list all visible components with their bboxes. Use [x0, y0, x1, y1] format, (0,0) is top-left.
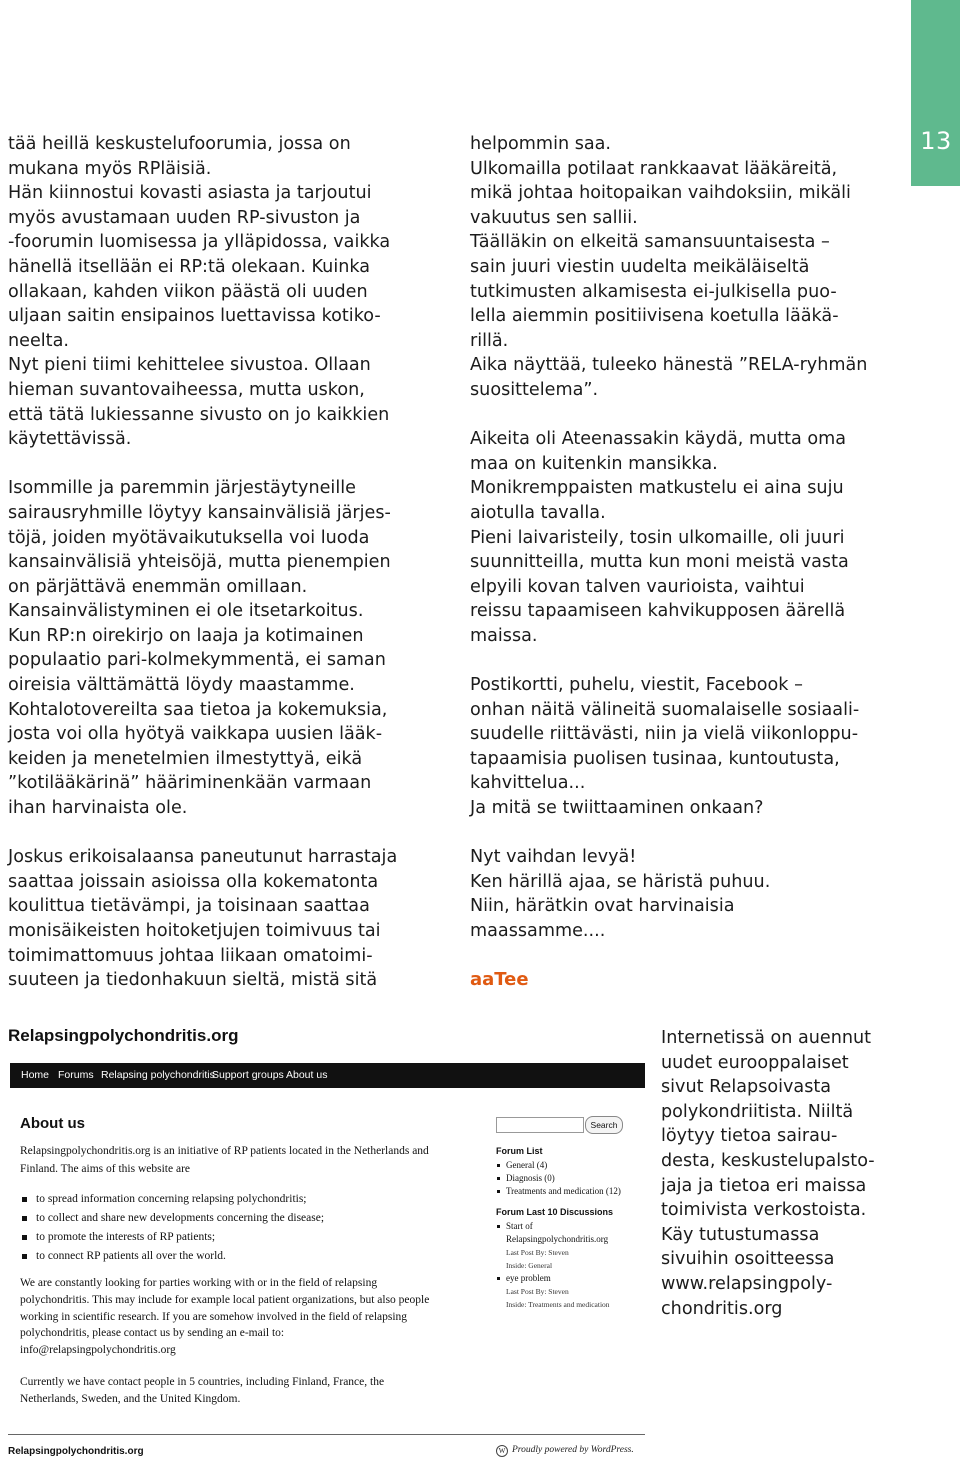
footer-divider — [8, 1434, 645, 1435]
forum-link-diagnosis[interactable]: Diagnosis (0) — [496, 1172, 621, 1185]
text-line: Täälläkin on elkeitä samansuuntaisesta – — [470, 232, 830, 253]
last-discussions-heading: Forum Last 10 Discussions — [496, 1207, 614, 1217]
text-line: Isommille ja paremmin järjestäytyneille — [8, 478, 356, 499]
text-line: Monikremppaisten matkustelu ei aina suju — [470, 478, 844, 499]
text-line: polychondritis, please contact us by sending an e-mail to: — [20, 1327, 285, 1340]
discussion-link[interactable]: Start of Relapsingpolychondritis.org — [496, 1220, 610, 1246]
text-line: maassamme.... — [470, 921, 606, 941]
text-line: että tätä lukiessanne sivusto on jo kaikkien — [8, 404, 390, 425]
wordpress-icon: W — [496, 1445, 508, 1457]
countries-paragraph — [20, 1374, 470, 1408]
text-line: desta, keskustelupalsto- — [661, 1150, 875, 1171]
column-right — [470, 132, 900, 993]
about-intro — [20, 1142, 470, 1178]
discussion-inside: Inside: General — [506, 1261, 553, 1270]
text-line: suuteen ja tiedonhakuun sieltä, mistä sitä — [8, 970, 378, 991]
text-line: sain juuri viestin uudelta meikäläiseltä — [470, 256, 810, 277]
text-line: myös avustamaan uuden RP-sivuston ja — [8, 207, 361, 228]
text-line: -foorumin luomisessa ja ylläpidossa, vaikka — [8, 232, 391, 253]
website-screenshot — [0, 1020, 648, 1463]
site-title[interactable]: Relapsingpolychondritis.org — [8, 1026, 239, 1045]
text-line: koulittua tietävämpi, ja toisinaan saattaa — [8, 896, 370, 917]
text-line: maa on kuitenkin mansikka. — [470, 453, 718, 474]
search-button[interactable]: Search — [585, 1116, 623, 1134]
text-line: Currently we have contact people in 5 countries, including Finland, France, the — [20, 1376, 385, 1388]
text-line: helpommin saa. — [470, 134, 612, 154]
text-line: Netherlands, Sweden, and the United Kingdom. — [20, 1392, 241, 1405]
text-line: Kohtalotovereilta saa tietoa ja kokemuksia, — [8, 699, 388, 720]
text-line: Nyt pieni tiimi kehittelee sivustoa. Ollaan — [8, 355, 371, 376]
forum-link-general[interactable]: General (4) — [496, 1159, 621, 1172]
text-line: sivuihin osoitteessa — [661, 1249, 835, 1270]
text-line: toimivista verkostoista. — [661, 1200, 867, 1221]
text-line: keiden ja menetelmien ilmestyttyä, eikä — [8, 748, 363, 769]
text-line: reissu tapaamiseen kahvikupposen äärellä — [470, 601, 846, 622]
text-line: kahvittelua... — [470, 773, 586, 794]
search-input[interactable] — [496, 1117, 584, 1133]
text-line: onhan näitä välineitä suomalaiselle sosiaali- — [470, 699, 860, 720]
text-line: chondritis.org — [661, 1298, 783, 1319]
text-line: löytyy tietoa sairau- — [661, 1126, 838, 1147]
text-line: uudet eurooppalaiset — [661, 1052, 849, 1073]
discussion-last-post: Last Post By: Steven — [506, 1248, 569, 1257]
text-line: Finland. The aims of this website are — [20, 1163, 191, 1175]
paragraph-2 — [470, 427, 900, 648]
text-line: mikä johtaa hoitopaikan vaihdoksiin, mikäli — [470, 183, 851, 204]
text-line: neelta. — [8, 330, 69, 351]
list-item: to promote the interests of RP patients; — [20, 1228, 470, 1247]
nav-about-us[interactable]: About us — [286, 1069, 328, 1081]
text-line: töjä, joiden myötävaikutuksella voi luoda — [8, 527, 370, 548]
text-line: toimimattomuus johtaa liikaan omatoimi- — [8, 945, 373, 966]
paragraph-3 — [470, 673, 900, 821]
text-line: tää heillä keskustelufoorumia, jossa on — [8, 134, 351, 154]
text-line: rillä. — [470, 330, 509, 351]
column-left — [8, 132, 448, 1017]
text-line: suunnitteilla, mutta kun moni meistä vasta — [470, 552, 849, 573]
aims-list — [20, 1190, 470, 1266]
about-heading: About us — [20, 1115, 85, 1132]
text-line: Postikortti, puhelu, viestit, Facebook – — [470, 675, 803, 696]
text-line: sairausryhmille löytyy kansainvälisiä järjes- — [8, 502, 391, 523]
text-line: Nyt vaihdan levyä! — [470, 847, 637, 868]
text-line: ollakaan, kahden viikon päästä oli uuden — [8, 281, 368, 302]
text-line: oireisia välttämättä löydy maastamme. — [8, 675, 355, 696]
caption — [661, 1026, 901, 1321]
discussion-link[interactable]: eye problem — [496, 1272, 610, 1285]
list-item: to spread information concerning relapsing polychondritis; — [20, 1190, 470, 1209]
text-line: sivut Relapsoivasta — [661, 1077, 832, 1098]
forum-list-heading: Forum List — [496, 1146, 543, 1156]
forum-list — [496, 1159, 621, 1198]
text-line: Niin, härätkin ovat harvinaisia — [470, 896, 735, 917]
text-line: tapaamisia puolisen tusinaa, kuntoutusta, — [470, 748, 840, 769]
nav-support-groups[interactable]: Support groups — [212, 1069, 284, 1081]
text-line: suudelle riittävästi, niin ja vielä viikonloppu- — [470, 724, 859, 745]
paragraph-1 — [8, 132, 448, 452]
text-line: aiotulla tavalla. — [470, 502, 606, 523]
text-line: josta voi olla hyötyä vaikkapa uusien lääk- — [8, 724, 383, 745]
text-line: on pärjättävä enemmän omillaan. — [8, 576, 308, 597]
text-line: lella aiemmin positiivisena koetulla lääkä- — [470, 306, 839, 327]
site-navbar — [10, 1063, 645, 1088]
text-line: Ken härillä ajaa, se häristä puhuu. — [470, 871, 771, 892]
text-line: Pieni laivaristeily, tosin ulkomaille, oli juuri — [470, 527, 845, 548]
text-line: polychondritis. This may include for example local patient organizations, but also people — [20, 1293, 430, 1306]
text-line: uljaan saitin ensipainos luettavissa kotiko- — [8, 306, 381, 327]
contact-paragraph — [20, 1275, 470, 1359]
text-line: käytettävissä. — [8, 429, 132, 450]
text-line: hieman suvantovaiheessa, mutta uskon, — [8, 379, 365, 400]
text-line: monisäikeisten hoitoketjujen toimivuus tai — [8, 921, 381, 941]
signature: aaTee — [470, 969, 529, 991]
page-number: 13 — [920, 127, 952, 155]
text-line: Internetissä on auennut — [661, 1028, 872, 1048]
text-line: kansainvälisiä yhteisöjä, mutta pienempien — [8, 552, 391, 573]
text-line: ”kotilääkärinä” hääriminenkään varmaan — [8, 773, 372, 794]
text-line: working in scientific research. If you are somehow involved in the field of relapsing — [20, 1310, 408, 1323]
forum-link-treatments[interactable]: Treatments and medication (12) — [496, 1185, 621, 1198]
text-line: saattaa joissain asioissa olla kokematonta — [8, 871, 379, 892]
list-item: to connect RP patients all over the world. — [20, 1247, 470, 1266]
text-line: jaja ja tietoa eri maissa — [661, 1175, 867, 1196]
text-line: Ulkomailla potilaat rankkaavat lääkäreitä, — [470, 158, 838, 179]
text-line: maissa. — [470, 625, 538, 646]
text-line: hänellä itsellään ei RP:tä olekaan. Kuinka — [8, 256, 371, 277]
text-line: vakuutus sen sallii. — [470, 207, 638, 228]
text-line: mukana myös RPläisiä. — [8, 158, 212, 179]
text-line: Kansainvälistyminen ei ole itsetarkoitus. — [8, 601, 364, 622]
text-line: polykondriitista. Niiltä — [661, 1101, 854, 1122]
paragraph-2 — [8, 476, 448, 820]
nav-forums[interactable]: Forums — [58, 1069, 94, 1081]
text-line: suosittelema”. — [470, 379, 599, 400]
text-line: tutkimusten alkamisesta ei-julkisella puo- — [470, 281, 837, 302]
paragraph-4 — [470, 845, 900, 943]
footer-site-name[interactable]: Relapsingpolychondritis.org — [8, 1446, 144, 1457]
paragraph-3 — [8, 845, 448, 993]
text-line: info@relapsingpolychondritis.org — [20, 1344, 176, 1357]
text-line: We are constantly looking for parties working with or in the field of relapsing — [20, 1277, 378, 1289]
discussion-last-post: Last Post By: Steven — [506, 1287, 569, 1296]
text-line: populaatio pari-kolmekymmentä, ei saman — [8, 650, 386, 671]
text-line: Kun RP:n oirekirjo on laaja ja kotimainen — [8, 625, 364, 646]
text-line: Aika näyttää, tuleeko hänestä ”RELA-ryhmän — [470, 355, 868, 376]
text-line: Ja mitä se twiittaaminen onkaan? — [470, 798, 764, 819]
text-line: elpyili kovan talven vaurioista, vaihtui — [470, 576, 805, 597]
text-line: Aikeita oli Ateenassakin käydä, mutta oma — [470, 429, 847, 450]
page-tab — [911, 0, 960, 186]
text-line: Hän kiinnostui kovasti asiasta ja tarjoutui — [8, 183, 372, 204]
paragraph-1 — [470, 132, 900, 403]
text-line: ihan harvinaista ole. — [8, 798, 188, 819]
list-item: to collect and share new developments concerning the disease; — [20, 1209, 470, 1228]
nav-home[interactable]: Home — [21, 1069, 50, 1081]
footer-credit[interactable]: W Proudly powered by WordPress. — [496, 1445, 634, 1457]
text-line: Joskus erikoisalaansa paneutunut harrastaja — [8, 847, 398, 868]
discussion-inside: Inside: Treatments and medication — [506, 1300, 610, 1309]
nav-relapsing-polychondritis[interactable]: Relapsing polychondritis — [101, 1069, 215, 1081]
text-line: www.relapsingpoly- — [661, 1273, 833, 1294]
text-line: Käy tutustumassa — [661, 1224, 820, 1245]
text-line: Relapsingpolychondritis.org is an initiative of RP patients located in the Netherlands and — [20, 1145, 429, 1157]
discussion-list — [496, 1220, 610, 1311]
